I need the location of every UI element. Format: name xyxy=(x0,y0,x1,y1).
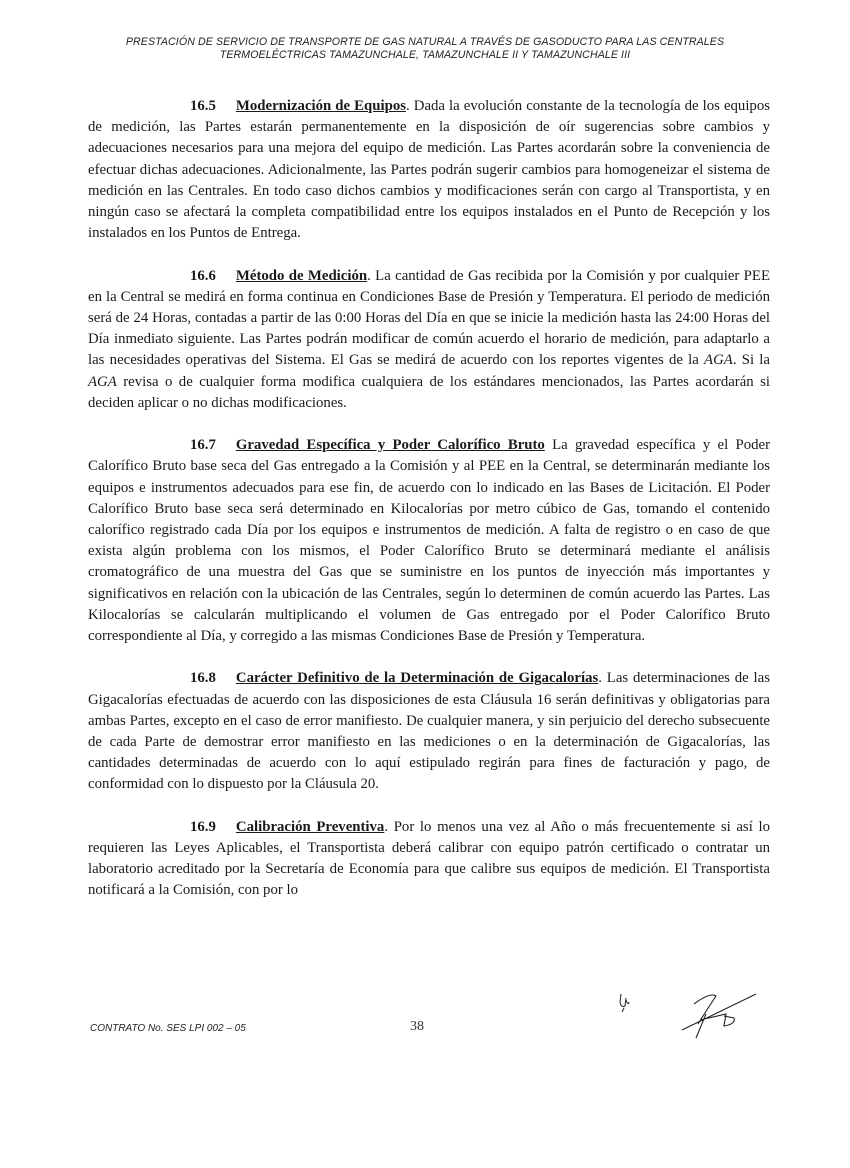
section-number: 16.7 xyxy=(190,437,216,454)
section-16-9 xyxy=(88,817,770,902)
header-line-2: TERMOELÉCTRICAS TAMAZUNCHALE, TAMAZUNCHALE II Y TAMAZUNCHALE III xyxy=(219,49,631,61)
section-title: Modernización de Equipos xyxy=(235,98,406,114)
section-title: Calibración Preventiva xyxy=(235,818,385,835)
aga-term: AGA xyxy=(88,373,117,390)
page-header xyxy=(0,36,850,62)
section-16-6 xyxy=(88,266,770,414)
section-text: . La cantidad de Gas recibida por la Comisión y por cualquier PEE en la Central se medirá en forma continua en Condiciones Base de Presión y Temperatura. El periodo de medición será de 24 Horas, contadas a partir de las 0:00 Horas del Día en que se inicie la medición hasta las 24:00 Horas del Día inmediato siguiente. Las Partes podrán modificar de común acuerdo el horario de medición, para adaptarlo a las necesidades operativas del Sistema. El Gas se medirá de acuerdo con los reportes vigentes de la xyxy=(88,267,770,369)
section-title: Carácter Definitivo de la Determinación de Gigacalorías xyxy=(235,670,599,687)
section-text: . Por lo menos una vez al Año o más frecuentemente si así lo requieren las Leyes Aplicables, el Transportista deberá calibrar con equipo patrón certificado o contratar un laboratorio acreditado por la Secretaría de Economía para que calibre sus equipos de medición. El Transportista notificará a la Comisión, con por lo xyxy=(88,818,770,899)
section-16-7 xyxy=(88,435,770,647)
aga-term: AGA xyxy=(704,352,733,369)
section-title: Gravedad Específica y Poder Calorífico Bruto xyxy=(235,437,545,454)
section-number: 16.6 xyxy=(190,267,216,284)
initials-signature-2 xyxy=(680,990,760,1040)
header-line-1: PRESTACIÓN DE SERVICIO DE TRANSPORTE DE GAS NATURAL A TRAVÉS DE GASODUCTO PARA LAS CENTRALES xyxy=(125,36,725,48)
section-text: revisa o de cualquier forma modifica cualquiera de los estándares mencionados, las Partes acordarán si deciden aplicar o no dichas modificaciones. xyxy=(88,373,770,411)
section-16-8 xyxy=(88,668,770,795)
section-16-5 xyxy=(88,96,770,244)
contract-number: CONTRATO No. SES LPI 002 – 05 xyxy=(90,1023,246,1034)
section-title: Método de Medición xyxy=(235,267,368,284)
section-number: 16.9 xyxy=(190,818,216,835)
section-number: 16.5 xyxy=(190,98,216,114)
section-text: . Dada la evolución constante de la tecnología de los equipos de medición, las Partes estarán permanentemente en la disposición de oír sugerencias sobre cambios y adecuaciones necesarios para una mejora del equipo de medición. Las Partes acordarán sobre la conveniencia de efectuar dichas adecuaciones. Adicionalmente, las Partes podrán sugerir cambios para homogeneizar el sistema de medición en las Centrales. En todo caso dichos cambios y modificaciones serán con cargo al Transportista, y en ningún caso se afectará la completa compatibilidad entre los equipos instalados en el Punto de Recepción y los instalados en los Puntos de Entrega. xyxy=(88,98,770,242)
initials-signature-1 xyxy=(615,990,645,1020)
section-text: . Si la xyxy=(732,352,770,369)
section-text: . Las determinaciones de las Gigacalorías efectuadas de acuerdo con las disposiciones de esta Cláusula 16 serán definitivas y obligatorias para ambas Partes, excepto en el caso de error manifiesto. De cualquier manera, y sin perjuicio del derecho subsecuente de cada Parte de demostrar error manifiesto en las mediciones o en la determinación de Gigacalorías, las cantidades determinadas de acuerdo con lo aquí estipulado regirán para fines de facturación y pago, de conformidad con lo dispuesto por la Cláusula 20. xyxy=(88,670,770,793)
page-number: 38 xyxy=(410,1019,424,1034)
section-text: La gravedad específica y el Poder Calorífico Bruto base seca del Gas entregado a la Comisión y al PEE en la Central, se determinarán mediante los equipos e instrumentos adecuados para ese fin, de acuerdo con lo indicado en las Bases de Licitación. El Poder Calorífico Bruto base seca será determinado en Kilocalorías por metro cúbico de Gas, tomando el contenido calorífico registrado cada Día por los equipos e instrumentos de medición. A falta de registro o en caso de que exista algún problema con los mismos, el Poder Calorífico Bruto se determinará mediante el análisis cromatográfico de una muestra del Gas que se suministre en los puntos de inyección más importantes y significativos en relación con la ubicación de las Centrales, según lo determinen de común acuerdo las Partes. Las Kilocalorías se calcularán multiplicando el volumen de Gas entregado por el Poder Calorífico Bruto correspondiente al Día, y corregido a las mismas Condiciones Base de Presión y Temperatura. xyxy=(88,437,770,645)
section-number: 16.8 xyxy=(190,670,216,687)
document-body xyxy=(88,96,770,923)
